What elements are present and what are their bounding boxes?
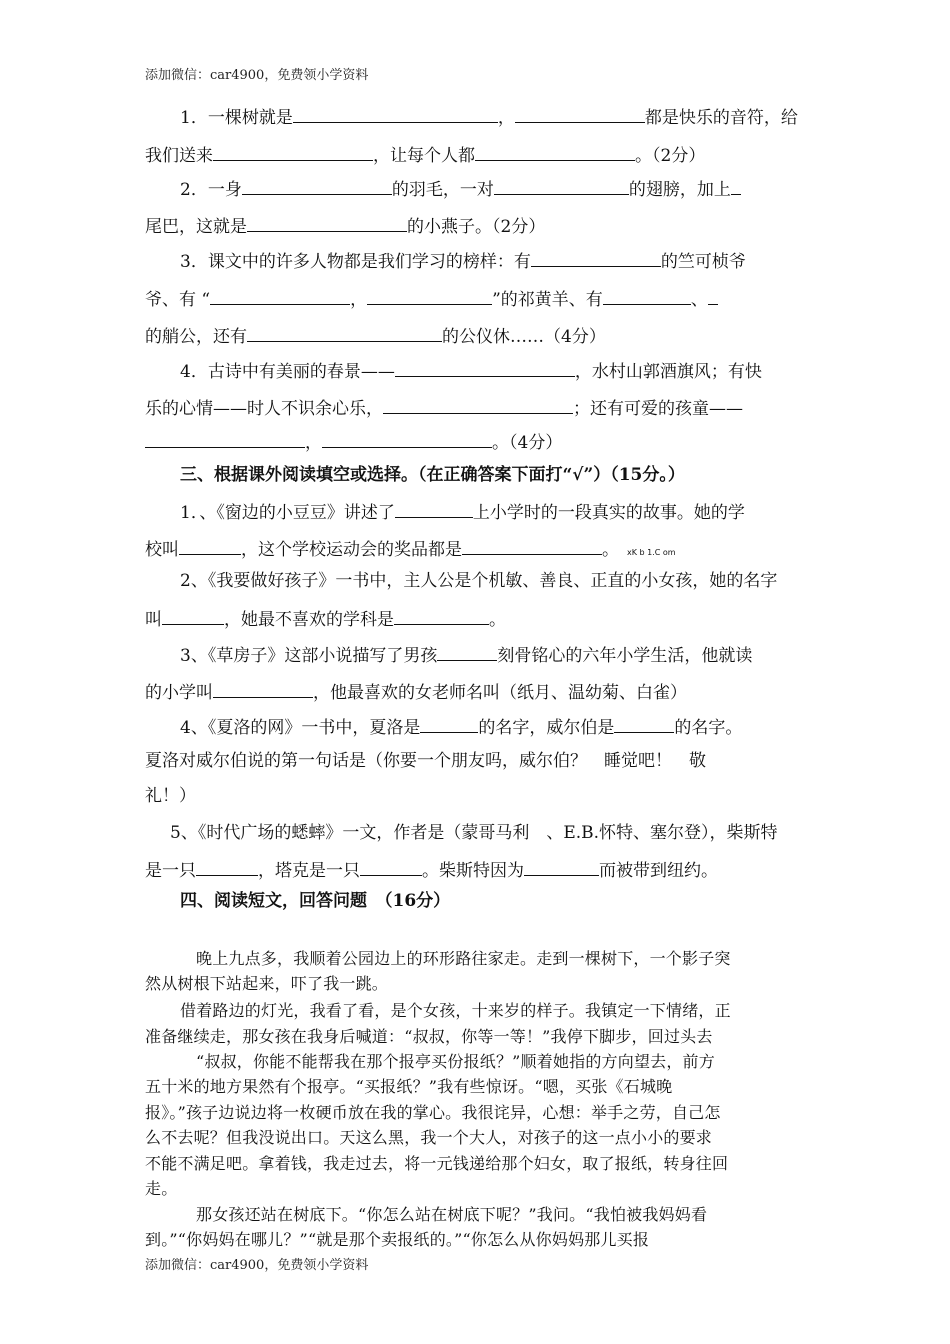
question-2-4-line-2: 乐的心情——时人不识余心乐， ；还有可爱的孩童—— <box>145 395 810 420</box>
page-footer: 添加微信：car4900，免费领小学资料 <box>145 1258 369 1273</box>
blank[interactable] <box>247 323 442 342</box>
page-header: 添加微信：car4900，免费领小学资料 <box>145 68 369 83</box>
blank[interactable] <box>475 142 635 161</box>
blank[interactable] <box>213 679 313 698</box>
passage-line: 准备继续走，那女孩在我身后喊道：“叔叔，你等一等！”我停下脚步，回过头去 <box>145 1027 713 1046</box>
blank[interactable] <box>395 358 575 377</box>
question-3-3-line-2: 的小学叫 ，他最喜欢的女老师名叫（纸月、温幼菊、白雀） <box>145 679 810 704</box>
question-3-5-line-1: 5、《时代广场的蟋蟀》一文，作者是（蒙哥马利 、E.B.怀特、塞尔登），柴斯特 <box>170 823 778 843</box>
watermark-text: xK b 1.C om <box>627 548 676 557</box>
blank[interactable] <box>322 429 492 448</box>
question-3-3-line-1: 3、《草房子》这部小说描写了男孩 刻骨铭心的六年小学生活，他就读 <box>180 642 810 667</box>
blank[interactable] <box>420 714 478 733</box>
passage-line: 到。”“你妈妈在哪儿？”“就是那个卖报纸的。”“你怎么从你妈妈那儿买报 <box>145 1230 650 1249</box>
passage-line: 借着路边的灯光，我看了看，是个女孩，十来岁的样子。我镇定一下情绪，正 <box>180 1001 731 1020</box>
blank[interactable] <box>395 499 473 518</box>
passage-line: 走。 <box>145 1179 178 1198</box>
blank[interactable] <box>179 536 241 555</box>
passage-line: 报》。”孩子边说边将一枚硬币放在我的掌心。我很诧异，心想：举手之劳，自己怎 <box>145 1103 721 1122</box>
blank[interactable] <box>614 714 674 733</box>
question-3-4-line-1: 4、《夏洛的网》一书中，夏洛是 的名字，威尔伯是 的名字。 <box>180 714 810 739</box>
passage-line: 晚上九点多，我顺着公园边上的环形路往家走。走到一棵树下，一个影子突 <box>196 949 731 968</box>
question-2-4-line-1: 4．古诗中有美丽的春景—— ，水村山郭酒旗风；有快 <box>180 358 810 383</box>
blank[interactable] <box>394 606 489 625</box>
blank[interactable] <box>210 286 350 305</box>
question-2-3-line-2: 爷、有 “ ， ”的祁黄羊、有 、 <box>145 286 810 311</box>
section-3-title: 三、根据课外阅读填空或选择。（在正确答案下面打“√”）（15分。） <box>180 465 685 485</box>
passage-line: 不能不满足吧。拿着钱，我走过去，将一元钱递给那个妇女，取了报纸，转身往回 <box>145 1154 729 1173</box>
question-3-4-line-3: 礼！） <box>145 786 196 806</box>
blank[interactable] <box>603 286 691 305</box>
question-2-3-line-1: 3．课文中的许多人物都是我们学习的榜样：有 的竺可桢爷 <box>180 248 810 273</box>
blank[interactable] <box>360 857 422 876</box>
section-4-title: 四、阅读短文，回答问题 （16分） <box>180 891 451 911</box>
blank[interactable] <box>494 176 629 195</box>
question-2-4-line-3: ， 。（4分） <box>145 429 810 454</box>
passage-line: 么不去呢？但我没说出口。天这么黑，我一个大人，对孩子的这一点小小的要求 <box>145 1128 713 1147</box>
blank[interactable] <box>196 857 258 876</box>
blank[interactable] <box>462 536 602 555</box>
passage-line: 然从树根下站起来，吓了我一跳。 <box>145 974 389 993</box>
blank[interactable] <box>213 142 373 161</box>
blank[interactable] <box>524 857 599 876</box>
blank[interactable] <box>162 606 224 625</box>
blank[interactable] <box>293 104 498 123</box>
blank[interactable] <box>145 429 305 448</box>
blank[interactable] <box>531 248 661 267</box>
question-3-1-line-2: 校叫 ，这个学校运动会的奖品都是 。 xK b 1.C om <box>145 536 810 564</box>
question-3-1-line-1: 1．、《窗边的小豆豆》讲述了 上小学时的一段真实的故事。她的学 <box>180 499 810 524</box>
question-3-2-line-2: 叫 ，她最不喜欢的学科是 。 <box>145 606 810 631</box>
blank[interactable] <box>731 176 741 195</box>
question-3-2-line-1: 2、《我要做好孩子》一书中，主人公是个机敏、善良、正直的小女孩，她的名字 <box>180 571 778 591</box>
blank[interactable] <box>367 286 492 305</box>
blank[interactable] <box>247 213 407 232</box>
question-3-5-line-2: 是一只 ，塔克是一只 。柴斯特因为 而被带到纽约。 <box>145 857 810 882</box>
passage-line: 那女孩还站在树底下。“你怎么站在树底下呢？”我问。“我怕被我妈妈看 <box>196 1205 708 1224</box>
blank[interactable] <box>515 104 645 123</box>
blank[interactable] <box>437 642 497 661</box>
question-2-2-line-2: 尾巴，这就是 的小燕子。（2分） <box>145 213 810 238</box>
question-2-1-line-1: 1．一棵树就是 ， 都是快乐的音符，给 <box>180 104 810 129</box>
question-2-2-line-1: 2．一身 的羽毛，一对 的翅膀，加上 <box>180 176 810 201</box>
blank[interactable] <box>383 395 573 414</box>
passage-line: “叔叔，你能不能帮我在那个报亭买份报纸？”顺着她指的方向望去，前方 <box>196 1052 715 1071</box>
question-3-4-line-2: 夏洛对威尔伯说的第一句话是（你要一个朋友吗，威尔伯？ 睡觉吧！ 敬 <box>145 751 706 771</box>
question-2-3-line-3: 的艄公，还有 的公仪休……（4分） <box>145 323 810 348</box>
question-2-1-line-2: 我们送来 ，让每个人都 。（2分） <box>145 142 810 167</box>
passage-line: 五十米的地方果然有个报亭。“买报纸？”我有些惊讶。“嗯，买张《石城晚 <box>145 1077 673 1096</box>
blank[interactable] <box>708 286 718 305</box>
blank[interactable] <box>242 176 392 195</box>
